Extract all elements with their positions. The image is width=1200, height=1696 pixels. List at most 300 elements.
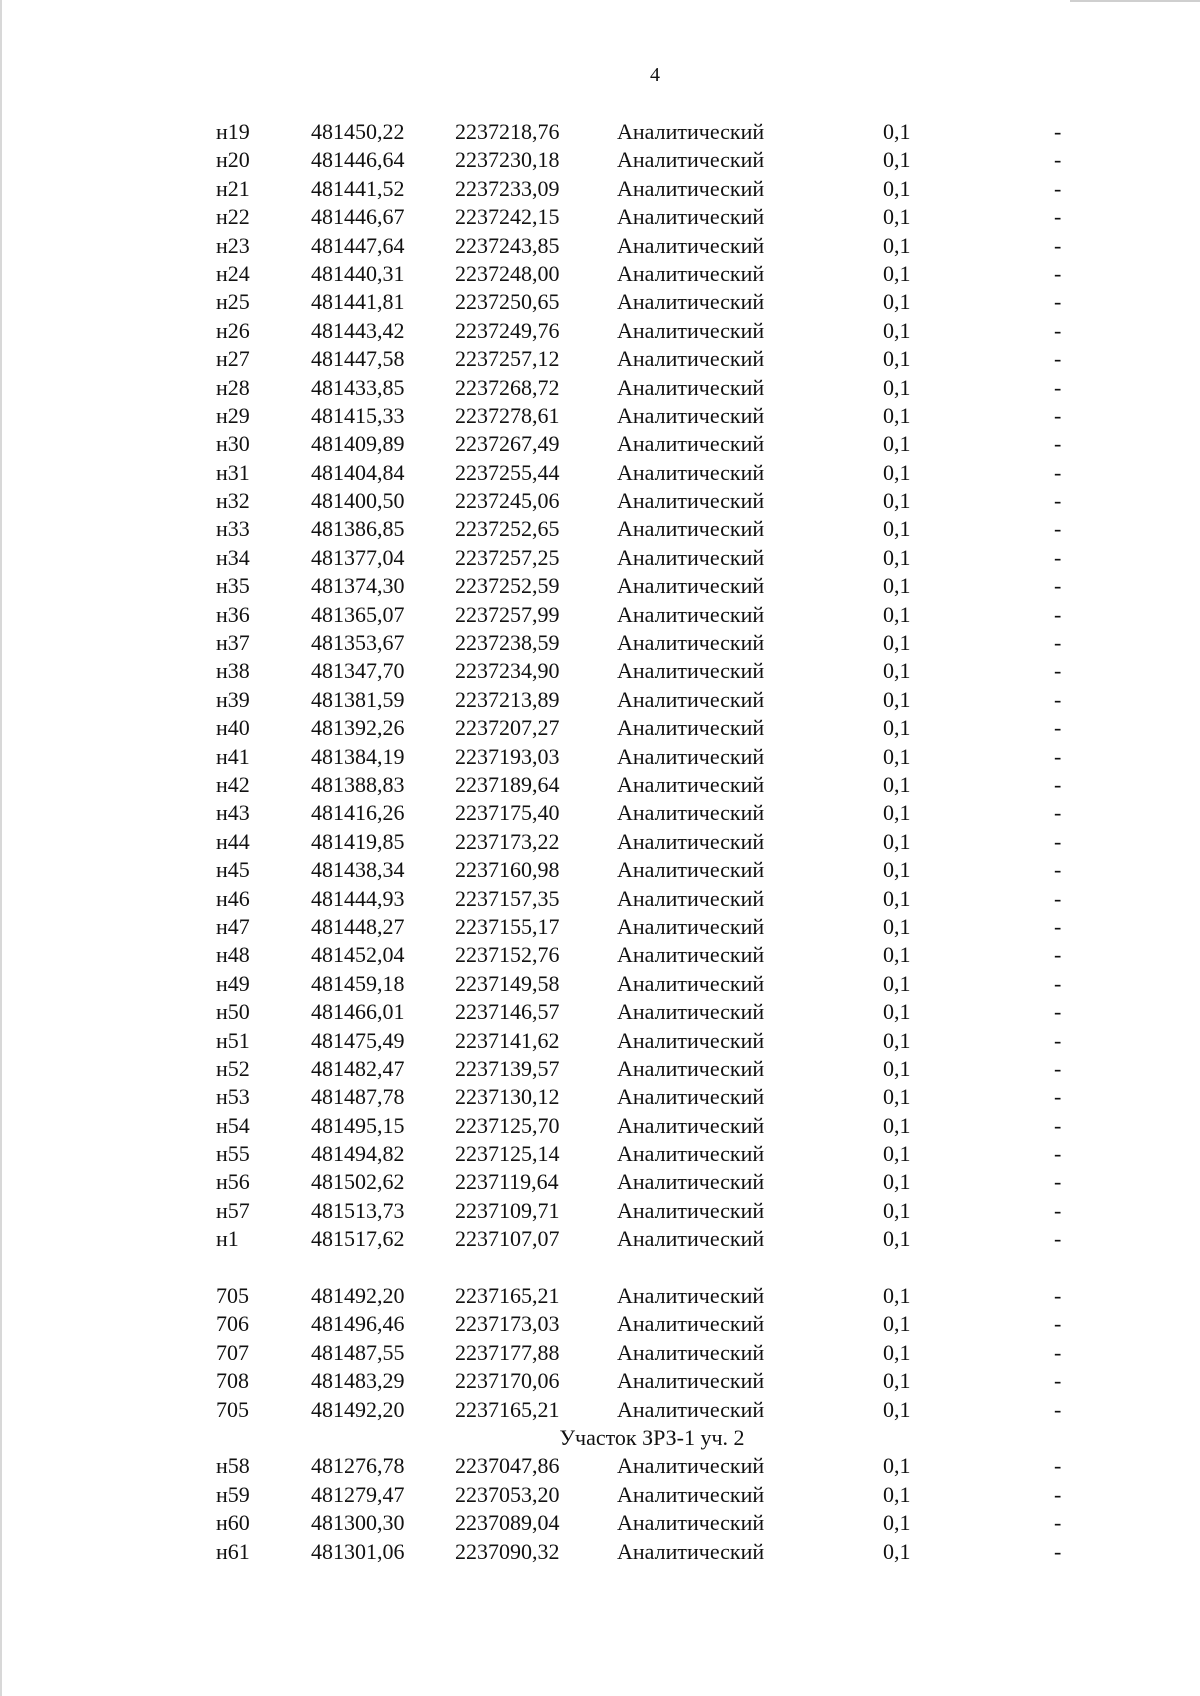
x-coordinate-cell: 481487,78 [311, 1084, 405, 1110]
method-cell: Аналитический [617, 374, 765, 400]
point-id-cell: н47 [216, 913, 250, 939]
method-cell: Аналитический [617, 743, 765, 769]
method-cell: Аналитический [617, 800, 765, 826]
method-cell: Аналитический [617, 857, 765, 883]
table-row [0, 998, 1200, 1026]
x-coordinate-cell: 481415,33 [311, 402, 405, 428]
precision-cell: 0,1 [883, 1027, 911, 1053]
x-coordinate-cell: 481494,82 [311, 1141, 405, 1167]
x-coordinate-cell: 481374,30 [311, 573, 405, 599]
precision-cell: 0,1 [883, 857, 911, 883]
note-cell: - [1054, 488, 1062, 514]
precision-cell: 0,1 [883, 289, 911, 315]
table-row [0, 146, 1200, 174]
table-row [0, 970, 1200, 998]
method-cell: Аналитический [617, 147, 765, 173]
point-id-cell: н58 [216, 1453, 250, 1479]
y-coordinate-cell: 2237170,06 [455, 1368, 560, 1394]
table-row [0, 544, 1200, 572]
method-cell: Аналитический [617, 1538, 765, 1564]
method-cell: Аналитический [617, 573, 765, 599]
note-cell: - [1054, 1538, 1062, 1564]
table-row [0, 1509, 1200, 1537]
table-row [0, 1339, 1200, 1367]
x-coordinate-cell: 481482,47 [311, 1055, 405, 1081]
point-id-cell: 708 [216, 1368, 249, 1394]
table-row [0, 657, 1200, 685]
note-cell: - [1054, 1368, 1062, 1394]
y-coordinate-cell: 2237160,98 [455, 857, 560, 883]
point-id-cell: н27 [216, 346, 250, 372]
x-coordinate-cell: 481301,06 [311, 1538, 405, 1564]
precision-cell: 0,1 [883, 119, 911, 144]
precision-cell: 0,1 [883, 175, 911, 201]
table-row [0, 856, 1200, 884]
method-cell: Аналитический [617, 289, 765, 315]
y-coordinate-cell: 2237255,44 [455, 459, 560, 485]
method-cell: Аналитический [617, 544, 765, 570]
y-coordinate-cell: 2237230,18 [455, 147, 560, 173]
precision-cell: 0,1 [883, 1112, 911, 1138]
method-cell: Аналитический [617, 317, 765, 343]
x-coordinate-cell: 481502,62 [311, 1169, 405, 1195]
y-coordinate-cell: 2237249,76 [455, 317, 560, 343]
table-row [0, 1481, 1200, 1509]
method-cell: Аналитический [617, 1368, 765, 1394]
point-id-cell: 705 [216, 1396, 249, 1422]
table-row [0, 1112, 1200, 1140]
point-id-cell: н53 [216, 1084, 250, 1110]
table-row [0, 1310, 1200, 1338]
note-cell: - [1054, 119, 1062, 144]
x-coordinate-cell: 481446,64 [311, 147, 405, 173]
y-coordinate-cell: 2237252,59 [455, 573, 560, 599]
note-cell: - [1054, 346, 1062, 372]
precision-cell: 0,1 [883, 1396, 911, 1422]
method-cell: Аналитический [617, 402, 765, 428]
point-id-cell: н19 [216, 119, 250, 144]
y-coordinate-cell: 2237125,70 [455, 1112, 560, 1138]
point-id-cell: н60 [216, 1510, 250, 1536]
x-coordinate-cell: 481388,83 [311, 771, 405, 797]
method-cell: Аналитический [617, 516, 765, 542]
table-row [0, 913, 1200, 941]
y-coordinate-cell: 2237146,57 [455, 999, 560, 1025]
table-row [0, 743, 1200, 771]
method-cell: Аналитический [617, 119, 765, 144]
note-cell: - [1054, 516, 1062, 542]
point-id-cell: н24 [216, 260, 250, 286]
point-id-cell: н26 [216, 317, 250, 343]
y-coordinate-cell: 2237177,88 [455, 1339, 560, 1365]
point-id-cell: н44 [216, 828, 250, 854]
x-coordinate-cell: 481466,01 [311, 999, 405, 1025]
x-coordinate-cell: 481400,50 [311, 488, 405, 514]
table-row [0, 487, 1200, 515]
point-id-cell: н36 [216, 601, 250, 627]
point-id-cell: н43 [216, 800, 250, 826]
precision-cell: 0,1 [883, 999, 911, 1025]
group-spacer [0, 1254, 1200, 1282]
note-cell: - [1054, 232, 1062, 258]
x-coordinate-cell: 481441,52 [311, 175, 405, 201]
x-coordinate-cell: 481440,31 [311, 260, 405, 286]
method-cell: Аналитический [617, 1283, 765, 1309]
method-cell: Аналитический [617, 1197, 765, 1223]
page-edge-top [1070, 0, 1200, 2]
x-coordinate-cell: 481513,73 [311, 1197, 405, 1223]
point-id-cell: н55 [216, 1141, 250, 1167]
y-coordinate-cell: 2237233,09 [455, 175, 560, 201]
note-cell: - [1054, 204, 1062, 230]
table-row [0, 175, 1200, 203]
table-row [0, 374, 1200, 402]
x-coordinate-cell: 481475,49 [311, 1027, 405, 1053]
y-coordinate-cell: 2237238,59 [455, 630, 560, 656]
precision-cell: 0,1 [883, 374, 911, 400]
note-cell: - [1054, 771, 1062, 797]
note-cell: - [1054, 885, 1062, 911]
point-id-cell: 707 [216, 1339, 249, 1365]
x-coordinate-cell: 481487,55 [311, 1339, 405, 1365]
method-cell: Аналитический [617, 1226, 765, 1252]
precision-cell: 0,1 [883, 885, 911, 911]
precision-cell: 0,1 [883, 488, 911, 514]
precision-cell: 0,1 [883, 1510, 911, 1536]
y-coordinate-cell: 2237047,86 [455, 1453, 560, 1479]
note-cell: - [1054, 1197, 1062, 1223]
y-coordinate-cell: 2237257,12 [455, 346, 560, 372]
x-coordinate-cell: 481450,22 [311, 119, 405, 144]
method-cell: Аналитический [617, 1169, 765, 1195]
y-coordinate-cell: 2237218,76 [455, 119, 560, 144]
y-coordinate-cell: 2237242,15 [455, 204, 560, 230]
table-row [0, 601, 1200, 629]
precision-cell: 0,1 [883, 1226, 911, 1252]
note-cell: - [1054, 1339, 1062, 1365]
x-coordinate-cell: 481441,81 [311, 289, 405, 315]
table-row [0, 1197, 1200, 1225]
point-id-cell: н59 [216, 1481, 250, 1507]
method-cell: Аналитический [617, 658, 765, 684]
note-cell: - [1054, 715, 1062, 741]
y-coordinate-cell: 2237125,14 [455, 1141, 560, 1167]
x-coordinate-cell: 481409,89 [311, 431, 405, 457]
point-id-cell: н28 [216, 374, 250, 400]
x-coordinate-cell: 481433,85 [311, 374, 405, 400]
x-coordinate-cell: 481279,47 [311, 1481, 405, 1507]
precision-cell: 0,1 [883, 459, 911, 485]
point-id-cell: н42 [216, 771, 250, 797]
point-id-cell: н41 [216, 743, 250, 769]
table-row [0, 828, 1200, 856]
table-row [0, 232, 1200, 260]
note-cell: - [1054, 686, 1062, 712]
table-row [0, 203, 1200, 231]
method-cell: Аналитический [617, 175, 765, 201]
method-cell: Аналитический [617, 1481, 765, 1507]
section-title: Участок ЗРЗ-1 уч. 2 [559, 1424, 745, 1450]
point-id-cell: н51 [216, 1027, 250, 1053]
precision-cell: 0,1 [883, 1055, 911, 1081]
precision-cell: 0,1 [883, 658, 911, 684]
x-coordinate-cell: 481353,67 [311, 630, 405, 656]
precision-cell: 0,1 [883, 147, 911, 173]
x-coordinate-cell: 481347,70 [311, 658, 405, 684]
note-cell: - [1054, 289, 1062, 315]
method-cell: Аналитический [617, 715, 765, 741]
y-coordinate-cell: 2237141,62 [455, 1027, 560, 1053]
point-id-cell: н61 [216, 1538, 250, 1564]
precision-cell: 0,1 [883, 942, 911, 968]
precision-cell: 0,1 [883, 1368, 911, 1394]
y-coordinate-cell: 2237267,49 [455, 431, 560, 457]
table-row [0, 799, 1200, 827]
table-row [0, 1538, 1200, 1566]
method-cell: Аналитический [617, 601, 765, 627]
y-coordinate-cell: 2237234,90 [455, 658, 560, 684]
point-id-cell: н37 [216, 630, 250, 656]
method-cell: Аналитический [617, 630, 765, 656]
precision-cell: 0,1 [883, 232, 911, 258]
point-id-cell: н34 [216, 544, 250, 570]
note-cell: - [1054, 1311, 1062, 1337]
x-coordinate-cell: 481444,93 [311, 885, 405, 911]
table-row [0, 629, 1200, 657]
x-coordinate-cell: 481381,59 [311, 686, 405, 712]
x-coordinate-cell: 481496,46 [311, 1311, 405, 1337]
method-cell: Аналитический [617, 232, 765, 258]
table-row [0, 1083, 1200, 1111]
y-coordinate-cell: 2237257,99 [455, 601, 560, 627]
precision-cell: 0,1 [883, 913, 911, 939]
y-coordinate-cell: 2237193,03 [455, 743, 560, 769]
note-cell: - [1054, 1027, 1062, 1053]
method-cell: Аналитический [617, 913, 765, 939]
x-coordinate-cell: 481448,27 [311, 913, 405, 939]
x-coordinate-cell: 481276,78 [311, 1453, 405, 1479]
x-coordinate-cell: 481492,20 [311, 1283, 405, 1309]
precision-cell: 0,1 [883, 260, 911, 286]
note-cell: - [1054, 1453, 1062, 1479]
point-id-cell: 706 [216, 1311, 249, 1337]
y-coordinate-cell: 2237165,21 [455, 1283, 560, 1309]
y-coordinate-cell: 2237245,06 [455, 488, 560, 514]
table-row [0, 317, 1200, 345]
precision-cell: 0,1 [883, 630, 911, 656]
point-id-cell: н39 [216, 686, 250, 712]
note-cell: - [1054, 601, 1062, 627]
y-coordinate-cell: 2237149,58 [455, 970, 560, 996]
x-coordinate-cell: 481483,29 [311, 1368, 405, 1394]
y-coordinate-cell: 2237278,61 [455, 402, 560, 428]
precision-cell: 0,1 [883, 544, 911, 570]
table-row [0, 686, 1200, 714]
method-cell: Аналитический [617, 1311, 765, 1337]
method-cell: Аналитический [617, 1510, 765, 1536]
note-cell: - [1054, 431, 1062, 457]
y-coordinate-cell: 2237175,40 [455, 800, 560, 826]
note-cell: - [1054, 573, 1062, 599]
note-cell: - [1054, 317, 1062, 343]
x-coordinate-cell: 481365,07 [311, 601, 405, 627]
table-row [0, 1168, 1200, 1196]
point-id-cell: н25 [216, 289, 250, 315]
note-cell: - [1054, 402, 1062, 428]
table-row [0, 1140, 1200, 1168]
precision-cell: 0,1 [883, 828, 911, 854]
table-row [0, 1225, 1200, 1253]
x-coordinate-cell: 481392,26 [311, 715, 405, 741]
y-coordinate-cell: 2237243,85 [455, 232, 560, 258]
y-coordinate-cell: 2237152,76 [455, 942, 560, 968]
x-coordinate-cell: 481300,30 [311, 1510, 405, 1536]
y-coordinate-cell: 2237213,89 [455, 686, 560, 712]
method-cell: Аналитический [617, 1339, 765, 1365]
note-cell: - [1054, 1481, 1062, 1507]
note-cell: - [1054, 459, 1062, 485]
table-row [0, 1027, 1200, 1055]
precision-cell: 0,1 [883, 1453, 911, 1479]
point-id-cell: н50 [216, 999, 250, 1025]
point-id-cell: н29 [216, 402, 250, 428]
note-cell: - [1054, 175, 1062, 201]
precision-cell: 0,1 [883, 204, 911, 230]
x-coordinate-cell: 481517,62 [311, 1226, 405, 1252]
y-coordinate-cell: 2237189,64 [455, 771, 560, 797]
point-id-cell: н38 [216, 658, 250, 684]
x-coordinate-cell: 481386,85 [311, 516, 405, 542]
table-row [0, 1396, 1200, 1424]
y-coordinate-cell: 2237157,35 [455, 885, 560, 911]
x-coordinate-cell: 481384,19 [311, 743, 405, 769]
table-row [0, 1367, 1200, 1395]
table-row [0, 1452, 1200, 1480]
precision-cell: 0,1 [883, 970, 911, 996]
precision-cell: 0,1 [883, 1481, 911, 1507]
precision-cell: 0,1 [883, 402, 911, 428]
note-cell: - [1054, 374, 1062, 400]
x-coordinate-cell: 481438,34 [311, 857, 405, 883]
point-id-cell: н23 [216, 232, 250, 258]
note-cell: - [1054, 1169, 1062, 1195]
point-id-cell: н49 [216, 970, 250, 996]
method-cell: Аналитический [617, 1027, 765, 1053]
point-id-cell: н46 [216, 885, 250, 911]
note-cell: - [1054, 658, 1062, 684]
precision-cell: 0,1 [883, 1084, 911, 1110]
table-row [0, 1282, 1200, 1310]
point-id-cell: н33 [216, 516, 250, 542]
coordinates-table [0, 118, 1200, 1566]
page-number: 4 [650, 64, 660, 86]
y-coordinate-cell: 2237130,12 [455, 1084, 560, 1110]
precision-cell: 0,1 [883, 346, 911, 372]
table-row [0, 714, 1200, 742]
method-cell: Аналитический [617, 828, 765, 854]
note-cell: - [1054, 999, 1062, 1025]
y-coordinate-cell: 2237173,03 [455, 1311, 560, 1337]
method-cell: Аналитический [617, 686, 765, 712]
table-row [0, 430, 1200, 458]
x-coordinate-cell: 481443,42 [311, 317, 405, 343]
point-id-cell: 705 [216, 1283, 249, 1309]
note-cell: - [1054, 1396, 1062, 1422]
point-id-cell: н1 [216, 1226, 239, 1252]
table-row [0, 941, 1200, 969]
x-coordinate-cell: 481404,84 [311, 459, 405, 485]
note-cell: - [1054, 1141, 1062, 1167]
y-coordinate-cell: 2237107,07 [455, 1226, 560, 1252]
method-cell: Аналитический [617, 260, 765, 286]
point-id-cell: н48 [216, 942, 250, 968]
point-id-cell: н20 [216, 147, 250, 173]
precision-cell: 0,1 [883, 1339, 911, 1365]
method-cell: Аналитический [617, 1055, 765, 1081]
precision-cell: 0,1 [883, 1197, 911, 1223]
x-coordinate-cell: 481419,85 [311, 828, 405, 854]
point-id-cell: н22 [216, 204, 250, 230]
point-id-cell: н57 [216, 1197, 250, 1223]
table-row [0, 515, 1200, 543]
point-id-cell: н40 [216, 715, 250, 741]
table-row [0, 885, 1200, 913]
precision-cell: 0,1 [883, 1169, 911, 1195]
table-row [0, 402, 1200, 430]
y-coordinate-cell: 2237165,21 [455, 1396, 560, 1422]
x-coordinate-cell: 481377,04 [311, 544, 405, 570]
precision-cell: 0,1 [883, 771, 911, 797]
method-cell: Аналитический [617, 204, 765, 230]
table-row [0, 260, 1200, 288]
note-cell: - [1054, 260, 1062, 286]
precision-cell: 0,1 [883, 1311, 911, 1337]
x-coordinate-cell: 481495,15 [311, 1112, 405, 1138]
precision-cell: 0,1 [883, 715, 911, 741]
precision-cell: 0,1 [883, 1538, 911, 1564]
method-cell: Аналитический [617, 970, 765, 996]
y-coordinate-cell: 2237155,17 [455, 913, 560, 939]
x-coordinate-cell: 481447,58 [311, 346, 405, 372]
table-row [0, 771, 1200, 799]
point-id-cell: н35 [216, 573, 250, 599]
note-cell: - [1054, 1510, 1062, 1536]
x-coordinate-cell: 481492,20 [311, 1396, 405, 1422]
y-coordinate-cell: 2237090,32 [455, 1538, 560, 1564]
y-coordinate-cell: 2237173,22 [455, 828, 560, 854]
note-cell: - [1054, 544, 1062, 570]
x-coordinate-cell: 481446,67 [311, 204, 405, 230]
y-coordinate-cell: 2237248,00 [455, 260, 560, 286]
note-cell: - [1054, 913, 1062, 939]
note-cell: - [1054, 1112, 1062, 1138]
table-row [0, 345, 1200, 373]
point-id-cell: н45 [216, 857, 250, 883]
method-cell: Аналитический [617, 488, 765, 514]
point-id-cell: н52 [216, 1055, 250, 1081]
precision-cell: 0,1 [883, 1283, 911, 1309]
method-cell: Аналитический [617, 942, 765, 968]
precision-cell: 0,1 [883, 573, 911, 599]
point-id-cell: н21 [216, 175, 250, 201]
note-cell: - [1054, 743, 1062, 769]
precision-cell: 0,1 [883, 516, 911, 542]
x-coordinate-cell: 481447,64 [311, 232, 405, 258]
point-id-cell: н31 [216, 459, 250, 485]
table-row [0, 118, 1200, 146]
point-id-cell: н30 [216, 431, 250, 457]
x-coordinate-cell: 481416,26 [311, 800, 405, 826]
